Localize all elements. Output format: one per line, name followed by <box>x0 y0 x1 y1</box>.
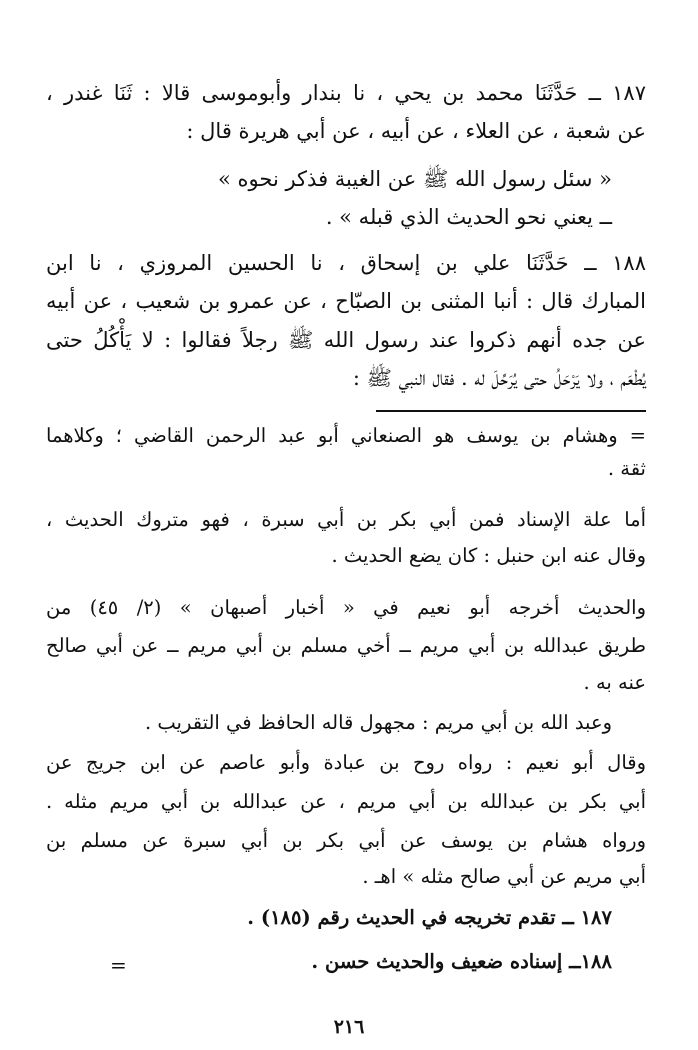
footnote-line: وعبد الله بن أبي مريم : مجهول قاله الحافظ في التقريب . <box>144 711 612 734</box>
hadith-187-line-2: عن شعبة ، عن العلاء ، عن أبيه ، عن أبي هريرة قال : <box>186 119 646 143</box>
footnote-line: أما علة الإسناد فمن أبي بكر بن أبي سبرة ، فهو متروك الحديث ، <box>46 508 646 531</box>
footnote-line: أبي بكر بن عبدالله بن أبي مريم ، عن عبدالله بن أبي مريم مثله . <box>46 790 646 813</box>
footnote-line: ثقة . <box>607 457 646 480</box>
hadith-187-line-3: « سئل رسول الله ﷺ عن الغيبة فذكر نحوه » <box>218 167 612 191</box>
footnote-line: والحديث أخرجه أبو نعيم في « أخبار أصبهان » (٢/ ٤٥) من <box>46 596 646 619</box>
hadith-188-line-3: عن جده أنهم ذكروا عند رسول الله ﷺ رجلاً فقالوا : لا يَأْكُلُ حتى <box>46 328 647 352</box>
footnote-line: = وهشام بن يوسف هو الصنعاني أبو عبد الرحمن القاضي ؛ وكلاهما <box>46 424 646 447</box>
hadith-188-line-2: المبارك قال : أنبا المثنى بن الصبّاح ، عن عمرو بن شعيب ، عن أبيه <box>46 289 646 313</box>
footnote-line: وقال أبو نعيم : رواه روح بن عبادة وأبو عاصم عن ابن جريج عن <box>46 751 646 774</box>
footnote-line: عنه به . <box>583 671 646 694</box>
footnote-separator <box>376 410 646 412</box>
footnote-line: وقال عنه ابن حنبل : كان يضع الحديث . <box>331 544 646 567</box>
footnote-line: ورواه هشام بن يوسف عن أبي بكر بن أبي سبرة عن مسلم بن <box>46 829 646 852</box>
page-number: ٢١٦ <box>333 1016 365 1038</box>
takhrij-187-line: ١٨٧ ــ تقدم تخريجه في الحديث رقم (١٨٥) . <box>247 906 612 929</box>
hadith-187-line-4: ــ يعني نحو الحديث الذي قبله » . <box>325 205 612 229</box>
takhrij-188-line: ١٨٨ــ إسناده ضعيف والحديث حسن . <box>311 950 612 973</box>
continuation-mark: = <box>110 953 127 977</box>
hadith-187-line-1: ١٨٧ ــ حَدَّثَنَا محمد بن يحي ، نا بندار وأبوموسى قالا : ثَنَا غندر ، <box>46 81 646 105</box>
footnote-line: طريق عبدالله بن أبي مريم ــ أخي مسلم بن أبي مريم ــ عن أبي صالح <box>46 634 646 657</box>
hadith-188-line-4: يُطْعَم ، ولا يَرْحَلُ حتى يُرَحِّلَ له . فقال النبي ﷺ : <box>352 366 646 390</box>
footnote-line: أبي مريم عن أبي صالح مثله » اهـ . <box>362 865 646 888</box>
hadith-188-line-1: ١٨٨ ــ حَدَّثَنَا علي بن إسحاق ، نا الحسين المروزي ، نا ابن <box>46 251 646 275</box>
